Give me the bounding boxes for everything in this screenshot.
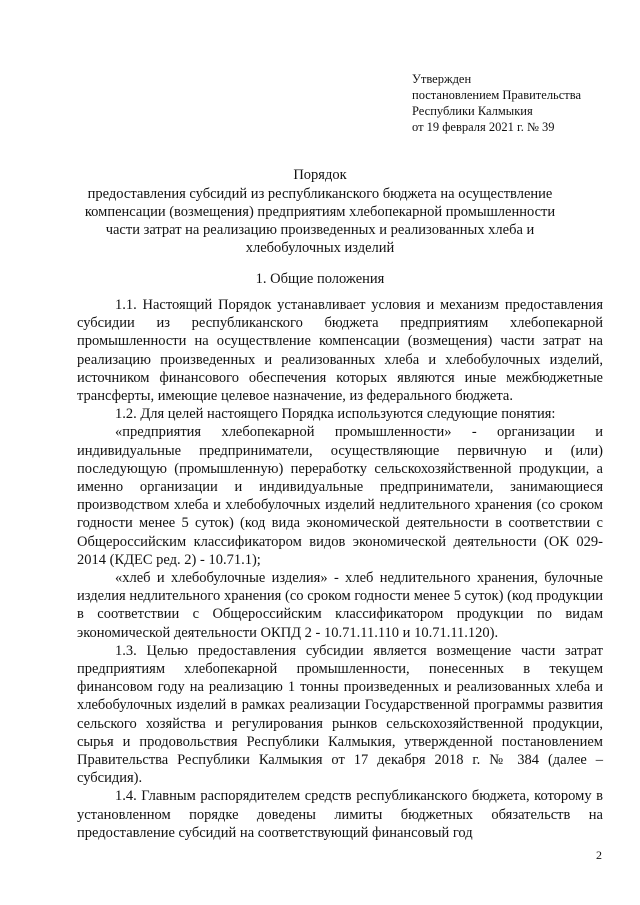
paragraph-1-1: 1.1. Настоящий Порядок устанавливает условия и механизм предоставления субсидии из республиканского бюджета предприятиям хлебопекарной промышленности на осуществление компенсации (возмещения) части затрат на реализацию произведенных и реализованных хлеба и хлебобулочных изделий, источником финансового обеспечения которых являются иные межбюджетные трансферты, имеющие целевое назначение, из федерального бюджета. [77, 297, 603, 405]
approval-block [412, 71, 622, 135]
page-number: 2 [596, 848, 602, 862]
definition-bakery-enterprises: «предприятия хлебопекарной промышленности» - организации и индивидуальные предприниматели, осуществляющие первичную и (или) последующую (промышленную) переработку сельскохозяйственной продукции, а именно организации и индивидуальные предприниматели, занимающиеся производством хлеба и хлебобулочных изделий недлительного хранения (со сроком годности менее 5 суток) (код вида экономической деятельности в соответствии с Общероссийским классификатором видов экономической деятельности (ОК 029-2014 (КДЕС ред. 2) - 10.71.1); [77, 424, 603, 568]
section-heading: 1. Общие положения [255, 271, 385, 287]
title-heading: Порядок [293, 167, 347, 183]
definition-bread-products: «хлеб и хлебобулочные изделия» - хлеб недлительного хранения, булочные изделия недлительного хранения (со сроком годности менее 5 суток) (код продукции в соответствии с Общероссийским классификатором продукции по видам экономической деятельности ОКПД 2 - 10.71.11.110 и 10.71.11.120). [77, 570, 603, 641]
paragraph-1-3: 1.3. Целью предоставления субсидии является возмещение части затрат предприятиям хлебопекарной промышленности, понесенных в текущем финансовом году на реализацию 1 тонны произведенных и реализованных хлеба и хлебобулочных изделий в рамках реализации Государственной программы развития сельского хозяйства и регулирования рынков сельскохозяйственной продукции, сырья и продовольствия Республики Калмыкия, утвержденной постановлением Правительства Республики Калмыкия от 17 декабря 2018 г. № 384 (далее – субсидия). [77, 642, 603, 787]
document-title [70, 166, 570, 257]
approval-line-4: от 19 февраля 2021 г. № 39 [412, 120, 555, 134]
approval-line-3: Республики Калмыкия [412, 104, 533, 118]
approval-line-2: постановлением Правительства [412, 88, 582, 102]
document-body [77, 296, 603, 842]
approval-line-1: Утвержден [412, 72, 472, 86]
paragraph-1-2: 1.2. Для целей настоящего Порядка используются следующие понятия: [115, 406, 556, 423]
paragraph-1-4: 1.4. Главным распорядителем средств республиканского бюджета, которому в установленном порядке доведены лимиты бюджетных обязательств на предоставление субсидий на соответствующий финансовый год [77, 788, 603, 841]
title-subtitle: предоставления субсидий из республиканского бюджета на осуществление компенсации (возмещения) предприятиям хлебопекарной промышленности части затрат на реализацию произведенных и реализованных хлеба и хлебобулочных изделий [84, 186, 556, 256]
